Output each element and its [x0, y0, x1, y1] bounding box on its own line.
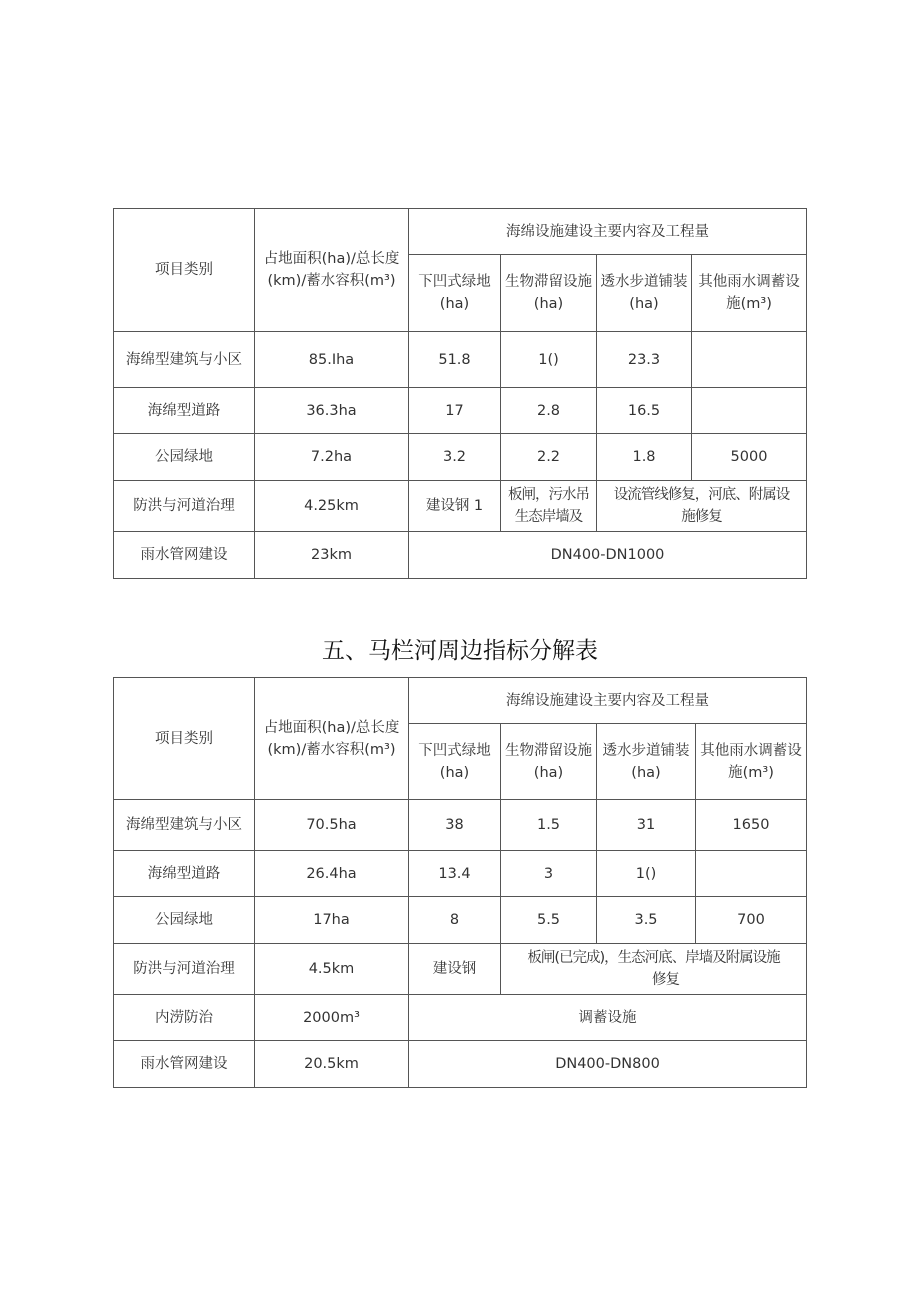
- row-area: 17ha: [255, 897, 409, 944]
- row-bioretention: 5.5: [501, 897, 597, 944]
- row-sunken-greenland: 8: [409, 897, 501, 944]
- row-category: 海绵型道路: [114, 851, 255, 897]
- row-area: 4.25km: [255, 481, 409, 532]
- row-category: 海绵型建筑与小区: [114, 800, 255, 851]
- header-area: 占地面积(ha)/总长度(km)/蓄水容积(m³): [255, 678, 409, 800]
- header-other-storage: 其他雨水调蓄设施(m³): [696, 724, 807, 800]
- row-area: 2000m³: [255, 995, 409, 1041]
- header-group: 海绵设施建设主要内容及工程量: [409, 209, 807, 255]
- header-category: 项目类别: [114, 209, 255, 332]
- row-category: 海绵型道路: [114, 388, 255, 434]
- row-other-storage: [696, 851, 807, 897]
- row-sunken-greenland: 17: [409, 388, 501, 434]
- table-row-flood-control: [114, 944, 807, 995]
- row-permeable-paving: 1.8: [597, 434, 692, 481]
- row-sunken-greenland: 13.4: [409, 851, 501, 897]
- row-permeable-paving: 3.5: [597, 897, 696, 944]
- header-permeable-paving: 透水步道铺装(ha): [597, 724, 696, 800]
- row-bioretention: 1(): [501, 332, 597, 388]
- pipe-spec: DN400-DN800: [409, 1041, 807, 1088]
- row-other-storage: 1650: [696, 800, 807, 851]
- row-other-storage: 5000: [692, 434, 807, 481]
- row-category: 公园绿地: [114, 434, 255, 481]
- row-category: 雨水管网建设: [114, 532, 255, 579]
- header-category: 项目类别: [114, 678, 255, 800]
- header-group: 海绵设施建设主要内容及工程量: [409, 678, 807, 724]
- flood-desc-part2: 板闸(已完成)，生态河底、岸墙及附属设施 修复: [501, 944, 807, 995]
- flood-desc-part1: 建设钢 1: [409, 481, 501, 532]
- flood-desc-part3: 设流管线修复，河底、附属设 施修复: [597, 481, 807, 532]
- row-bioretention: 2.2: [501, 434, 597, 481]
- table-row-rain-pipe: [114, 1041, 807, 1088]
- row-bioretention: 2.8: [501, 388, 597, 434]
- table-row: [114, 434, 807, 481]
- table-row-waterlogging: [114, 995, 807, 1041]
- header-sunken-greenland: 下凹式绿地(ha): [409, 255, 501, 332]
- table-row: [114, 332, 807, 388]
- row-bioretention: 1.5: [501, 800, 597, 851]
- row-permeable-paving: 16.5: [597, 388, 692, 434]
- sponge-facility-table-2: [113, 677, 807, 1088]
- row-category: 内涝防治: [114, 995, 255, 1041]
- row-permeable-paving: 1(): [597, 851, 696, 897]
- row-category: 防洪与河道治理: [114, 481, 255, 532]
- header-area: 占地面积(ha)/总长度(km)/蓄水容积(m³): [255, 209, 409, 332]
- row-sunken-greenland: 3.2: [409, 434, 501, 481]
- row-area: 36.3ha: [255, 388, 409, 434]
- pipe-spec: DN400-DN1000: [409, 532, 807, 579]
- row-category: 雨水管网建设: [114, 1041, 255, 1088]
- row-other-storage: [692, 332, 807, 388]
- flood-desc-part1: 建设钢: [409, 944, 501, 995]
- row-other-storage: [692, 388, 807, 434]
- header-sunken-greenland: 下凹式绿地(ha): [409, 724, 501, 800]
- row-permeable-paving: 31: [597, 800, 696, 851]
- row-sunken-greenland: 51.8: [409, 332, 501, 388]
- header-bioretention: 生物滞留设施(ha): [501, 255, 597, 332]
- row-permeable-paving: 23.3: [597, 332, 692, 388]
- row-area: 20.5km: [255, 1041, 409, 1088]
- section-title: 五、马栏河周边指标分解表: [322, 638, 598, 664]
- header-bioretention: 生物滞留设施(ha): [501, 724, 597, 800]
- row-area: 23km: [255, 532, 409, 579]
- flood-desc-part2: 板闸，污水吊 生态岸墙及: [501, 481, 597, 532]
- row-area: 4.5km: [255, 944, 409, 995]
- table-row: [114, 897, 807, 944]
- table-row: [114, 388, 807, 434]
- row-category: 公园绿地: [114, 897, 255, 944]
- waterlog-spec: 调蓄设施: [409, 995, 807, 1041]
- row-sunken-greenland: 38: [409, 800, 501, 851]
- row-area: 26.4ha: [255, 851, 409, 897]
- row-area: 70.5ha: [255, 800, 409, 851]
- row-category: 防洪与河道治理: [114, 944, 255, 995]
- header-other-storage: 其他雨水调蓄设施(m³): [692, 255, 807, 332]
- row-area: 7.2ha: [255, 434, 409, 481]
- table-row: [114, 800, 807, 851]
- row-category: 海绵型建筑与小区: [114, 332, 255, 388]
- sponge-facility-table-1: [113, 208, 807, 579]
- row-area: 85.Iha: [255, 332, 409, 388]
- header-permeable-paving: 透水步道铺装(ha): [597, 255, 692, 332]
- table-row-rain-pipe: [114, 532, 807, 579]
- row-other-storage: 700: [696, 897, 807, 944]
- table-row: [114, 851, 807, 897]
- table-row-flood-control: [114, 481, 807, 532]
- row-bioretention: 3: [501, 851, 597, 897]
